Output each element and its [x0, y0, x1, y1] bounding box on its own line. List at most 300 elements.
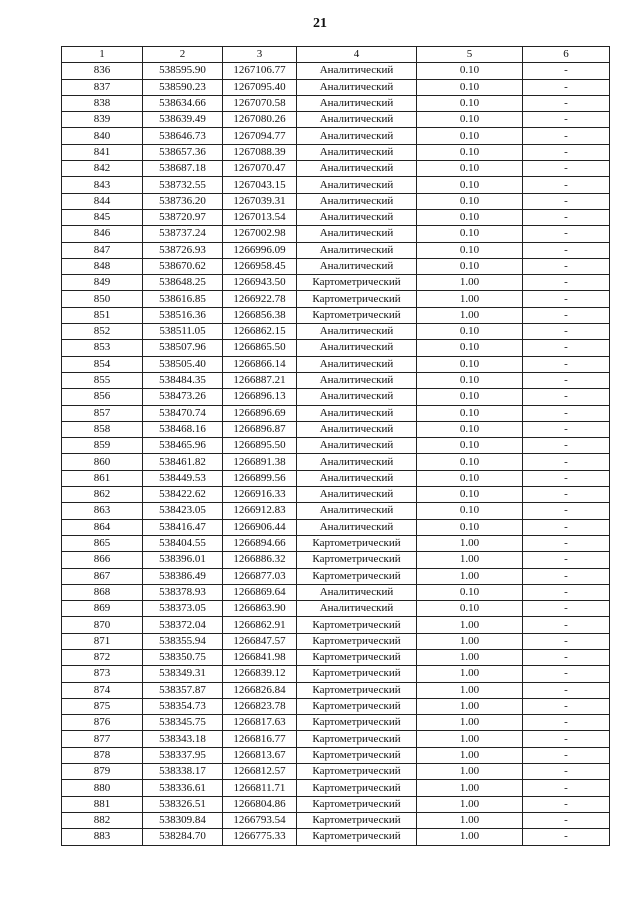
table-row [62, 601, 610, 617]
note-cell: - [523, 226, 610, 242]
method-cell: Картометрический [297, 682, 417, 698]
x-coordinate-cell: 538507.96 [143, 340, 223, 356]
point-number-cell: 874 [62, 682, 143, 698]
note-cell: - [523, 291, 610, 307]
accuracy-cell: 1.00 [417, 535, 523, 551]
column-header: 4 [297, 47, 417, 63]
x-coordinate-cell: 538357.87 [143, 682, 223, 698]
note-cell: - [523, 731, 610, 747]
note-cell: - [523, 177, 610, 193]
accuracy-cell: 0.10 [417, 584, 523, 600]
accuracy-cell: 0.10 [417, 63, 523, 79]
accuracy-cell: 0.10 [417, 209, 523, 225]
note-cell: - [523, 372, 610, 388]
note-cell: - [523, 242, 610, 258]
method-cell: Картометрический [297, 812, 417, 828]
method-cell: Картометрический [297, 649, 417, 665]
note-cell: - [523, 275, 610, 291]
method-cell: Картометрический [297, 747, 417, 763]
point-number-cell: 843 [62, 177, 143, 193]
column-header: 5 [417, 47, 523, 63]
table-row [62, 275, 610, 291]
method-cell: Картометрический [297, 535, 417, 551]
table-row [62, 144, 610, 160]
method-cell: Аналитический [297, 487, 417, 503]
method-cell: Картометрический [297, 617, 417, 633]
x-coordinate-cell: 538404.55 [143, 535, 223, 551]
note-cell: - [523, 112, 610, 128]
y-coordinate-cell: 1266906.44 [223, 519, 297, 535]
accuracy-cell: 0.10 [417, 389, 523, 405]
x-coordinate-cell: 538284.70 [143, 829, 223, 845]
accuracy-cell: 1.00 [417, 633, 523, 649]
method-cell: Аналитический [297, 177, 417, 193]
accuracy-cell: 1.00 [417, 715, 523, 731]
table-row [62, 552, 610, 568]
method-cell: Картометрический [297, 731, 417, 747]
point-number-cell: 878 [62, 747, 143, 763]
table-row [62, 128, 610, 144]
note-cell: - [523, 584, 610, 600]
table-row [62, 764, 610, 780]
table-row [62, 79, 610, 95]
accuracy-cell: 1.00 [417, 764, 523, 780]
method-cell: Аналитический [297, 112, 417, 128]
point-number-cell: 853 [62, 340, 143, 356]
accuracy-cell: 0.10 [417, 454, 523, 470]
method-cell: Картометрический [297, 307, 417, 323]
x-coordinate-cell: 538468.16 [143, 421, 223, 437]
point-number-cell: 860 [62, 454, 143, 470]
x-coordinate-cell: 538396.01 [143, 552, 223, 568]
accuracy-cell: 1.00 [417, 682, 523, 698]
note-cell: - [523, 209, 610, 225]
accuracy-cell: 0.10 [417, 421, 523, 437]
y-coordinate-cell: 1266862.15 [223, 324, 297, 340]
note-cell: - [523, 356, 610, 372]
point-number-cell: 836 [62, 63, 143, 79]
note-cell: - [523, 682, 610, 698]
method-cell: Аналитический [297, 340, 417, 356]
y-coordinate-cell: 1266887.21 [223, 372, 297, 388]
point-number-cell: 870 [62, 617, 143, 633]
note-cell: - [523, 324, 610, 340]
header-row [62, 47, 610, 63]
y-coordinate-cell: 1266886.32 [223, 552, 297, 568]
x-coordinate-cell: 538465.96 [143, 438, 223, 454]
note-cell: - [523, 421, 610, 437]
table-row [62, 715, 610, 731]
note-cell: - [523, 764, 610, 780]
point-number-cell: 880 [62, 780, 143, 796]
y-coordinate-cell: 1266839.12 [223, 666, 297, 682]
table-row [62, 470, 610, 486]
table-row [62, 307, 610, 323]
note-cell: - [523, 568, 610, 584]
table-row [62, 454, 610, 470]
x-coordinate-cell: 538345.75 [143, 715, 223, 731]
note-cell: - [523, 715, 610, 731]
note-cell: - [523, 193, 610, 209]
point-number-cell: 859 [62, 438, 143, 454]
accuracy-cell: 0.10 [417, 177, 523, 193]
accuracy-cell: 0.10 [417, 405, 523, 421]
note-cell: - [523, 666, 610, 682]
note-cell: - [523, 438, 610, 454]
table-row [62, 438, 610, 454]
y-coordinate-cell: 1266895.50 [223, 438, 297, 454]
table-row [62, 633, 610, 649]
y-coordinate-cell: 1267039.31 [223, 193, 297, 209]
accuracy-cell: 0.10 [417, 79, 523, 95]
method-cell: Картометрический [297, 568, 417, 584]
method-cell: Картометрический [297, 796, 417, 812]
x-coordinate-cell: 538484.35 [143, 372, 223, 388]
point-number-cell: 877 [62, 731, 143, 747]
x-coordinate-cell: 538336.61 [143, 780, 223, 796]
note-cell: - [523, 698, 610, 714]
y-coordinate-cell: 1267088.39 [223, 144, 297, 160]
x-coordinate-cell: 538470.74 [143, 405, 223, 421]
note-cell: - [523, 747, 610, 763]
accuracy-cell: 0.10 [417, 487, 523, 503]
accuracy-cell: 1.00 [417, 291, 523, 307]
point-number-cell: 854 [62, 356, 143, 372]
x-coordinate-cell: 538337.95 [143, 747, 223, 763]
x-coordinate-cell: 538326.51 [143, 796, 223, 812]
note-cell: - [523, 649, 610, 665]
x-coordinate-cell: 538687.18 [143, 161, 223, 177]
table-row [62, 666, 610, 682]
accuracy-cell: 0.10 [417, 356, 523, 372]
x-coordinate-cell: 538373.05 [143, 601, 223, 617]
method-cell: Аналитический [297, 389, 417, 405]
method-cell: Аналитический [297, 209, 417, 225]
y-coordinate-cell: 1266811.71 [223, 780, 297, 796]
point-number-cell: 855 [62, 372, 143, 388]
note-cell: - [523, 519, 610, 535]
note-cell: - [523, 470, 610, 486]
method-cell: Картометрический [297, 764, 417, 780]
x-coordinate-cell: 538737.24 [143, 226, 223, 242]
column-header: 3 [223, 47, 297, 63]
x-coordinate-cell: 538422.62 [143, 487, 223, 503]
y-coordinate-cell: 1266958.45 [223, 258, 297, 274]
y-coordinate-cell: 1266877.03 [223, 568, 297, 584]
point-number-cell: 841 [62, 144, 143, 160]
y-coordinate-cell: 1266793.54 [223, 812, 297, 828]
method-cell: Аналитический [297, 405, 417, 421]
point-number-cell: 879 [62, 764, 143, 780]
method-cell: Картометрический [297, 698, 417, 714]
point-number-cell: 876 [62, 715, 143, 731]
point-number-cell: 842 [62, 161, 143, 177]
table-row [62, 161, 610, 177]
accuracy-cell: 1.00 [417, 617, 523, 633]
table-row [62, 535, 610, 551]
y-coordinate-cell: 1267080.26 [223, 112, 297, 128]
note-cell: - [523, 128, 610, 144]
x-coordinate-cell: 538657.36 [143, 144, 223, 160]
point-number-cell: 838 [62, 95, 143, 111]
method-cell: Картометрический [297, 291, 417, 307]
point-number-cell: 847 [62, 242, 143, 258]
method-cell: Аналитический [297, 421, 417, 437]
method-cell: Картометрический [297, 666, 417, 682]
table-body [62, 63, 610, 845]
accuracy-cell: 1.00 [417, 747, 523, 763]
x-coordinate-cell: 538343.18 [143, 731, 223, 747]
x-coordinate-cell: 538736.20 [143, 193, 223, 209]
accuracy-cell: 0.10 [417, 601, 523, 617]
x-coordinate-cell: 538639.49 [143, 112, 223, 128]
accuracy-cell: 0.10 [417, 470, 523, 486]
note-cell: - [523, 161, 610, 177]
method-cell: Аналитический [297, 470, 417, 486]
note-cell: - [523, 780, 610, 796]
method-cell: Аналитический [297, 503, 417, 519]
method-cell: Аналитический [297, 128, 417, 144]
point-number-cell: 866 [62, 552, 143, 568]
method-cell: Аналитический [297, 356, 417, 372]
point-number-cell: 865 [62, 535, 143, 551]
note-cell: - [523, 258, 610, 274]
accuracy-cell: 1.00 [417, 812, 523, 828]
point-number-cell: 882 [62, 812, 143, 828]
y-coordinate-cell: 1266922.78 [223, 291, 297, 307]
table-row [62, 698, 610, 714]
accuracy-cell: 1.00 [417, 552, 523, 568]
table-row [62, 519, 610, 535]
table-row [62, 731, 610, 747]
accuracy-cell: 0.10 [417, 324, 523, 340]
point-number-cell: 850 [62, 291, 143, 307]
table-row [62, 503, 610, 519]
accuracy-cell: 0.10 [417, 503, 523, 519]
x-coordinate-cell: 538350.75 [143, 649, 223, 665]
point-number-cell: 837 [62, 79, 143, 95]
accuracy-cell: 0.10 [417, 226, 523, 242]
y-coordinate-cell: 1266916.33 [223, 487, 297, 503]
y-coordinate-cell: 1267095.40 [223, 79, 297, 95]
column-header: 1 [62, 47, 143, 63]
point-number-cell: 856 [62, 389, 143, 405]
point-number-cell: 851 [62, 307, 143, 323]
y-coordinate-cell: 1266866.14 [223, 356, 297, 372]
x-coordinate-cell: 538732.55 [143, 177, 223, 193]
x-coordinate-cell: 538595.90 [143, 63, 223, 79]
table-row [62, 747, 610, 763]
method-cell: Картометрический [297, 633, 417, 649]
y-coordinate-cell: 1266912.83 [223, 503, 297, 519]
table-row [62, 796, 610, 812]
x-coordinate-cell: 538473.26 [143, 389, 223, 405]
method-cell: Картометрический [297, 780, 417, 796]
point-number-cell: 839 [62, 112, 143, 128]
point-number-cell: 861 [62, 470, 143, 486]
x-coordinate-cell: 538423.05 [143, 503, 223, 519]
y-coordinate-cell: 1266865.50 [223, 340, 297, 356]
method-cell: Аналитический [297, 584, 417, 600]
x-coordinate-cell: 538648.25 [143, 275, 223, 291]
x-coordinate-cell: 538634.66 [143, 95, 223, 111]
table-row [62, 95, 610, 111]
table-row [62, 193, 610, 209]
y-coordinate-cell: 1266862.91 [223, 617, 297, 633]
method-cell: Аналитический [297, 161, 417, 177]
point-number-cell: 849 [62, 275, 143, 291]
accuracy-cell: 0.10 [417, 438, 523, 454]
method-cell: Аналитический [297, 372, 417, 388]
y-coordinate-cell: 1266896.69 [223, 405, 297, 421]
y-coordinate-cell: 1266943.50 [223, 275, 297, 291]
table-row [62, 340, 610, 356]
y-coordinate-cell: 1267106.77 [223, 63, 297, 79]
table-row [62, 487, 610, 503]
y-coordinate-cell: 1266856.38 [223, 307, 297, 323]
table-row [62, 291, 610, 307]
accuracy-cell: 1.00 [417, 731, 523, 747]
y-coordinate-cell: 1266826.84 [223, 682, 297, 698]
point-number-cell: 875 [62, 698, 143, 714]
y-coordinate-cell: 1266812.57 [223, 764, 297, 780]
note-cell: - [523, 307, 610, 323]
point-number-cell: 868 [62, 584, 143, 600]
point-number-cell: 883 [62, 829, 143, 845]
point-number-cell: 862 [62, 487, 143, 503]
table-header [62, 47, 610, 63]
y-coordinate-cell: 1266863.90 [223, 601, 297, 617]
accuracy-cell: 0.10 [417, 193, 523, 209]
x-coordinate-cell: 538461.82 [143, 454, 223, 470]
method-cell: Картометрический [297, 715, 417, 731]
point-number-cell: 873 [62, 666, 143, 682]
method-cell: Аналитический [297, 95, 417, 111]
table-row [62, 356, 610, 372]
note-cell: - [523, 812, 610, 828]
table-row [62, 584, 610, 600]
y-coordinate-cell: 1266891.38 [223, 454, 297, 470]
note-cell: - [523, 95, 610, 111]
x-coordinate-cell: 538616.85 [143, 291, 223, 307]
method-cell: Аналитический [297, 601, 417, 617]
method-cell: Аналитический [297, 519, 417, 535]
table-row [62, 421, 610, 437]
y-coordinate-cell: 1266804.86 [223, 796, 297, 812]
x-coordinate-cell: 538416.47 [143, 519, 223, 535]
method-cell: Аналитический [297, 144, 417, 160]
note-cell: - [523, 144, 610, 160]
point-number-cell: 845 [62, 209, 143, 225]
y-coordinate-cell: 1266817.63 [223, 715, 297, 731]
x-coordinate-cell: 538505.40 [143, 356, 223, 372]
accuracy-cell: 0.10 [417, 161, 523, 177]
method-cell: Картометрический [297, 829, 417, 845]
note-cell: - [523, 454, 610, 470]
point-number-cell: 848 [62, 258, 143, 274]
accuracy-cell: 0.10 [417, 258, 523, 274]
table-row [62, 63, 610, 79]
table-row [62, 812, 610, 828]
accuracy-cell: 0.10 [417, 128, 523, 144]
x-coordinate-cell: 538309.84 [143, 812, 223, 828]
method-cell: Аналитический [297, 226, 417, 242]
table-row [62, 177, 610, 193]
note-cell: - [523, 340, 610, 356]
note-cell: - [523, 796, 610, 812]
accuracy-cell: 1.00 [417, 275, 523, 291]
table-row [62, 568, 610, 584]
table-row [62, 112, 610, 128]
accuracy-cell: 0.10 [417, 112, 523, 128]
table-row [62, 389, 610, 405]
y-coordinate-cell: 1267070.47 [223, 161, 297, 177]
point-number-cell: 871 [62, 633, 143, 649]
x-coordinate-cell: 538720.97 [143, 209, 223, 225]
table-row [62, 829, 610, 845]
point-number-cell: 846 [62, 226, 143, 242]
y-coordinate-cell: 1266775.33 [223, 829, 297, 845]
method-cell: Аналитический [297, 79, 417, 95]
point-number-cell: 852 [62, 324, 143, 340]
accuracy-cell: 0.10 [417, 95, 523, 111]
table-row [62, 405, 610, 421]
note-cell: - [523, 63, 610, 79]
point-number-cell: 844 [62, 193, 143, 209]
x-coordinate-cell: 538449.53 [143, 470, 223, 486]
point-number-cell: 869 [62, 601, 143, 617]
table-row [62, 617, 610, 633]
method-cell: Картометрический [297, 275, 417, 291]
method-cell: Аналитический [297, 242, 417, 258]
accuracy-cell: 0.10 [417, 144, 523, 160]
point-number-cell: 863 [62, 503, 143, 519]
method-cell: Аналитический [297, 193, 417, 209]
point-number-cell: 872 [62, 649, 143, 665]
note-cell: - [523, 829, 610, 845]
y-coordinate-cell: 1267002.98 [223, 226, 297, 242]
point-number-cell: 840 [62, 128, 143, 144]
y-coordinate-cell: 1267094.77 [223, 128, 297, 144]
note-cell: - [523, 535, 610, 551]
accuracy-cell: 0.10 [417, 372, 523, 388]
accuracy-cell: 1.00 [417, 666, 523, 682]
y-coordinate-cell: 1266869.64 [223, 584, 297, 600]
y-coordinate-cell: 1266813.67 [223, 747, 297, 763]
note-cell: - [523, 617, 610, 633]
x-coordinate-cell: 538646.73 [143, 128, 223, 144]
accuracy-cell: 1.00 [417, 829, 523, 845]
table-row [62, 226, 610, 242]
x-coordinate-cell: 538338.17 [143, 764, 223, 780]
table-row [62, 324, 610, 340]
accuracy-cell: 0.10 [417, 242, 523, 258]
method-cell: Аналитический [297, 438, 417, 454]
y-coordinate-cell: 1266847.57 [223, 633, 297, 649]
y-coordinate-cell: 1267013.54 [223, 209, 297, 225]
x-coordinate-cell: 538355.94 [143, 633, 223, 649]
x-coordinate-cell: 538378.93 [143, 584, 223, 600]
table-row [62, 242, 610, 258]
column-header: 6 [523, 47, 610, 63]
note-cell: - [523, 79, 610, 95]
table-row [62, 258, 610, 274]
coordinates-table [61, 46, 610, 846]
y-coordinate-cell: 1266996.09 [223, 242, 297, 258]
x-coordinate-cell: 538372.04 [143, 617, 223, 633]
method-cell: Аналитический [297, 258, 417, 274]
y-coordinate-cell: 1267043.15 [223, 177, 297, 193]
